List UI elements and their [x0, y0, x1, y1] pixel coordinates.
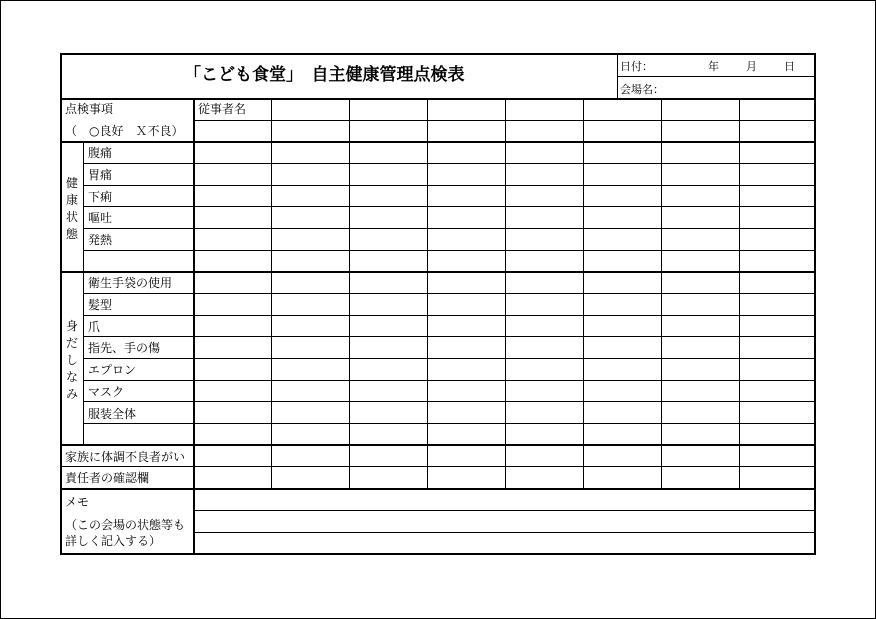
row-line	[83, 336, 814, 337]
items-start-line	[62, 141, 814, 143]
row-line	[83, 401, 814, 402]
row-line	[83, 185, 814, 186]
memo-line	[193, 510, 814, 511]
health-check-sheet	[60, 53, 816, 555]
family-illness-label: 家族に体調不良者がい	[65, 450, 186, 464]
grooming-label: 身 だ し な み	[65, 319, 78, 401]
item-diarrhea: 下痢	[88, 190, 113, 204]
row-line	[83, 293, 814, 294]
year-label: 年	[708, 60, 719, 73]
row-line	[83, 380, 814, 381]
row-line	[83, 163, 814, 164]
row-line	[83, 228, 814, 229]
item-gloves: 衛生手袋の使用	[88, 276, 173, 290]
sheet-title: 「こども食堂」 自主健康管理点検表	[184, 65, 465, 85]
row-line	[83, 206, 814, 207]
item-vomiting: 嘔吐	[88, 211, 113, 225]
legend-label: （ ○良好 Ｘ不良）	[65, 124, 184, 138]
row-line	[83, 315, 814, 316]
row-line	[83, 250, 814, 251]
health-section-end	[62, 271, 814, 273]
memo-divider	[193, 488, 195, 554]
date-venue-divider	[617, 76, 814, 77]
memo-label: メモ	[65, 495, 90, 509]
staff-header-line	[193, 120, 814, 121]
item-apron: エプロン	[88, 363, 137, 377]
item-clothing: 服装全体	[88, 407, 137, 421]
item-stomach-pain: 胃痛	[88, 168, 113, 182]
day-label: 日	[784, 60, 795, 73]
family-row-line	[62, 466, 814, 467]
health-status-label: 健 康 状 態	[65, 176, 78, 241]
item-abdominal-pain: 腹痛	[88, 146, 113, 160]
item-mask: マスク	[88, 385, 125, 399]
date-label: 日付：	[620, 60, 653, 73]
header-bottom-line	[62, 98, 814, 100]
check-items-label: 点検事項	[65, 102, 114, 116]
row-line	[83, 358, 814, 359]
venue-label: 会場名：	[620, 83, 664, 96]
manager-row-line	[62, 488, 814, 490]
memo-note-line2: 詳しく記入する）	[65, 534, 162, 548]
row-line	[83, 423, 814, 424]
memo-note-line1: （この会場の状態等も	[65, 518, 186, 532]
grooming-section-end	[62, 444, 814, 446]
item-finger-wounds: 指先、手の傷	[88, 341, 161, 355]
manager-check-label: 責任者の確認欄	[65, 471, 150, 485]
item-fever: 発熱	[88, 233, 113, 247]
memo-line	[193, 532, 814, 533]
staff-name-label: 従事者名	[198, 102, 247, 116]
month-label: 月	[746, 60, 757, 73]
item-hair: 髪型	[88, 298, 113, 312]
item-nails: 爪	[88, 320, 101, 334]
